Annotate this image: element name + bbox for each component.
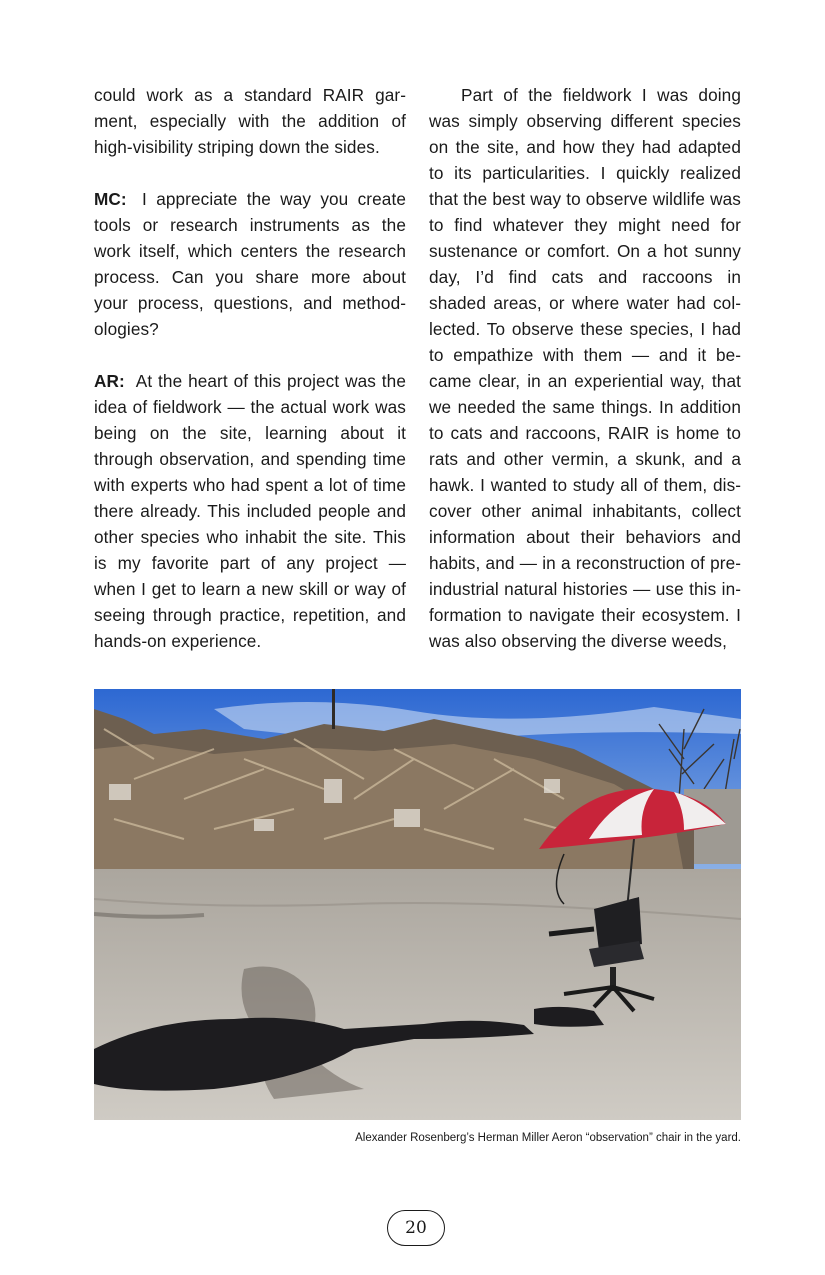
right-column: [429, 82, 741, 654]
chair-in-yard-image: [94, 689, 741, 1120]
page-number: 20: [387, 1210, 445, 1246]
speaker-label-ar: AR:: [94, 371, 125, 391]
left-paragraph-2: [94, 186, 406, 342]
left-paragraph-3: [94, 368, 406, 654]
yard-photo: [94, 689, 741, 1120]
left-paragraph-1: could work as a standard RAIR garment, especially with the addition of high-visibility striping down the sides.: [94, 85, 406, 157]
speaker-label-mc: MC:: [94, 189, 127, 209]
figure-caption: Alexander Rosenberg’s Herman Miller Aeron “observation” chair in the yard.: [355, 1132, 741, 1144]
left-column: [94, 82, 406, 654]
right-paragraph-1: Part of the fieldwork I was doing was simply observing different species on the site, and how they had adapted to its particularities. I quickly realized that the best way to observe wildlife was to find whatever they might need for sustenance or comfort. On a hot sunny day, I’d find cats and raccoons in shaded areas, or where water had collected. To observe these species, I had to empathize with them — and it became clear, in an experiential way, that we needed the same things. In addition to cats and raccoons, RAIR is home to rats and other vermin, a skunk, and a hawk. I wanted to study all of them, discover other animal inhabitants, collect information about their behaviors and habits, and — in a reconstruction of preindustrial natural histories — use this information to navigate their ecosystem. I was also observing the diverse weeds,: [429, 85, 741, 651]
answer-text: At the heart of this project was the idea of fieldwork — the actual work was being on the site, learning about it through observation, and spending time with experts who had spent a lot of time there already. This included people and other species who inhabit the site. This is my favorite part of any project — when I get to learn a new skill or way of seeing through practice, repetition, and hands-on experience.: [94, 371, 406, 651]
question-text: I appreciate the way you create tools or research instruments as the work itself, which centers the research process. Can you share more about your process, questions, and methodologies?: [94, 189, 406, 339]
